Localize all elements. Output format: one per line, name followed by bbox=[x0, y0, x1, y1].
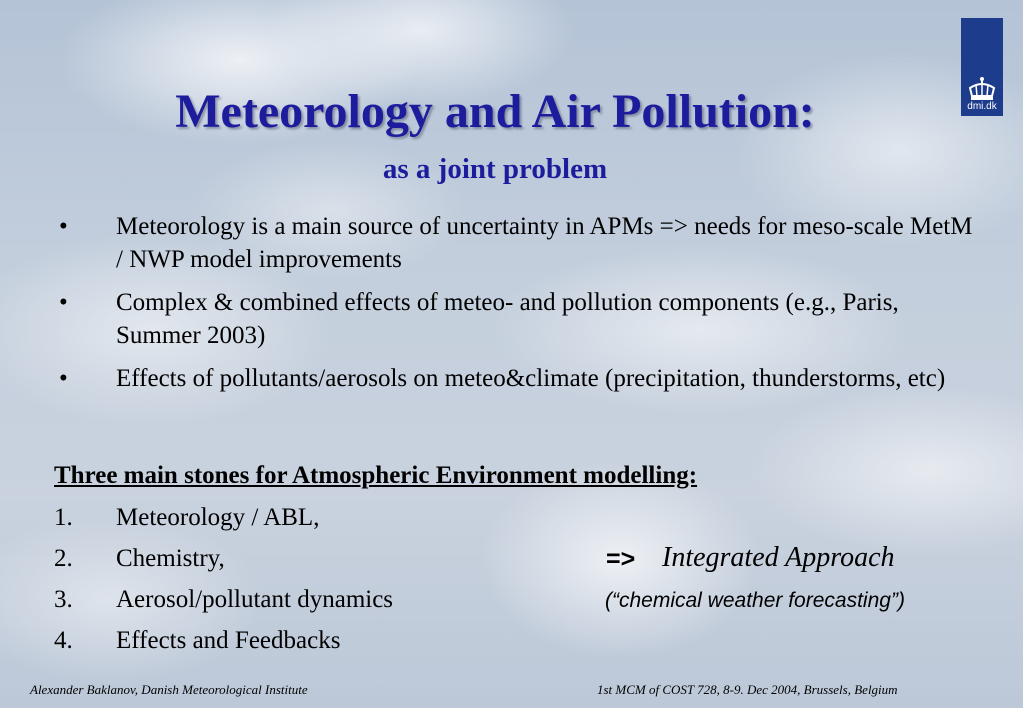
item-number: 3. bbox=[54, 586, 73, 613]
bullet-item bbox=[0, 210, 976, 276]
bullet-item bbox=[0, 286, 976, 352]
item-label: Chemistry, bbox=[116, 545, 225, 572]
bullet-marker: • bbox=[59, 365, 68, 392]
page-subtitle: as a joint problem bbox=[382, 153, 608, 185]
bullet-text: Meteorology is a main source of uncertainty in APMs => needs for meso-scale MetM / NWP model improvements bbox=[116, 213, 973, 273]
footer-event: 1st MCM of COST 728, 8-9. Dec 2004, Brussels, Belgium bbox=[597, 682, 898, 697]
bullet-text: Effects of pollutants/aerosols on meteo&climate (precipitation, thunderstorms, etc) bbox=[116, 365, 946, 392]
page-title: Meteorology and Air Pollution: bbox=[175, 85, 815, 138]
item-label: Effects and Feedbacks bbox=[116, 627, 341, 654]
chemical-weather-text: (“chemical weather forecasting”) bbox=[605, 589, 905, 612]
arrow-text: => bbox=[606, 545, 636, 573]
item-number: 4. bbox=[54, 627, 73, 654]
footer-author: Alexander Baklanov, Danish Meteorological Institute bbox=[30, 682, 308, 697]
bullet-text: Complex & combined effects of meteo- and pollution components (e.g., Paris, Summer 2003) bbox=[116, 289, 899, 349]
bullet-marker: • bbox=[59, 289, 68, 316]
item-number: 2. bbox=[54, 545, 73, 572]
integrated-approach-text: Integrated Approach bbox=[662, 542, 895, 573]
bullet-list bbox=[0, 210, 1023, 405]
item-label: Meteorology / ABL, bbox=[116, 504, 320, 531]
bullet-marker: • bbox=[59, 213, 68, 240]
logo-text: dmi.dk bbox=[967, 101, 997, 112]
item-label: Aerosol/pollutant dynamics bbox=[116, 586, 394, 613]
item-number: 1. bbox=[54, 504, 73, 531]
bullet-item bbox=[0, 362, 976, 395]
stones-heading: Three main stones for Atmospheric Environment modelling: bbox=[54, 462, 698, 489]
